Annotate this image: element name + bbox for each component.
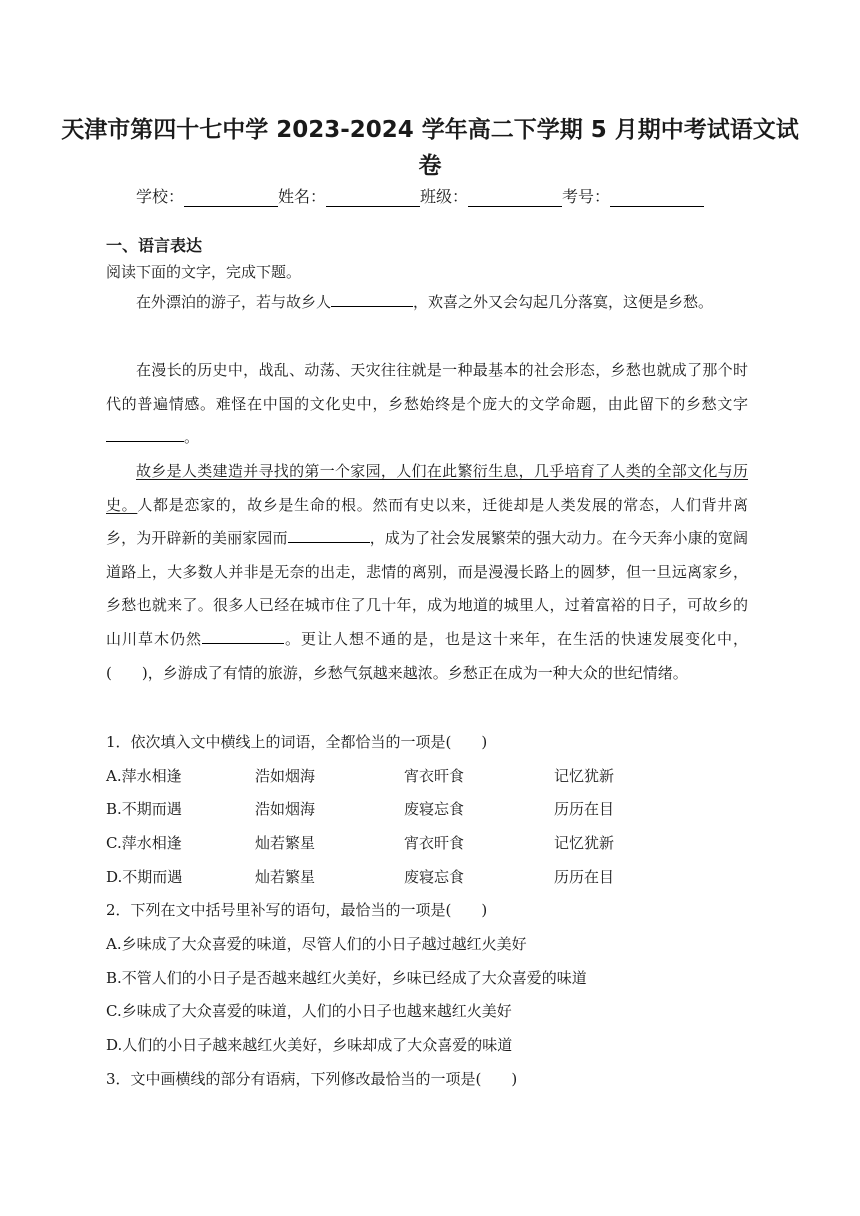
passage-text: 。 [184, 428, 200, 447]
school-blank[interactable] [184, 188, 278, 207]
option-word: A.萍水相逢 [106, 767, 182, 785]
passage-text: 。更让人想不通的是，也是这十来年，在生活的快速发展变化中，( )，乡游成了有情的旅游，乡愁气氛越来越浓。乡愁正在成为一种大众的世纪情绪。 [106, 629, 748, 682]
option-word: 宵衣旰食 [404, 767, 465, 785]
exam-title: 天津市第四十七中学 2023-2024 学年高二下学期 5 月期中考试语文试 [61, 117, 799, 143]
question-2-option-b[interactable]: B.不管人们的小日子是否越来越红火美好，乡味已经成了大众喜爱的味道 [106, 969, 587, 987]
option-word: 废寝忘食 [404, 800, 465, 818]
fill-blank-3 [288, 528, 370, 543]
option-word: D.不期而遇 [106, 868, 183, 886]
question-2-option-a[interactable]: A.乡味成了大众喜爱的味道，尽管人们的小日子越过越红火美好 [106, 935, 527, 953]
number-blank[interactable] [610, 188, 704, 207]
option-word: 浩如烟海 [255, 800, 316, 818]
passage-paragraph-1 [106, 286, 748, 320]
passage-text: 在漫长的历史中，战乱、动荡、天灾往往就是一种最基本的社会形态，乡愁也就成了那个时代的普遍情感。难怪在中国的文化史中，乡愁始终是个庞大的文学命题，由此留下的乡愁文字 [106, 361, 748, 413]
name-blank[interactable] [326, 188, 420, 207]
question-1-stem: 1．依次填入文中横线上的词语，全都恰当的一项是( ) [106, 733, 488, 751]
name-label: 姓名： [278, 187, 327, 206]
section-heading: 一、语言表达 [106, 236, 203, 255]
option-word: C.萍水相逢 [106, 834, 182, 852]
option-word: 废寝忘食 [404, 868, 465, 886]
option-word: 记忆犹新 [554, 767, 615, 785]
passage-text: 人都是恋家的，故乡是生命的根。然而有史以来，迁徙却是人类发展的常态，人们背井离乡，为开辟新的美丽家园而 [106, 495, 748, 548]
class-blank[interactable] [468, 188, 562, 207]
question-3-stem: 3．文中画横线的部分有语病，下列修改最恰当的一项是( ) [106, 1070, 518, 1088]
underlined-sentence: 故乡是人类建造并寻找的第一个家园，人们在此繁衍生息，几乎培育了人类的全部文化与历史。 [106, 462, 748, 514]
school-label: 学校： [136, 187, 185, 206]
fill-blank-1 [331, 292, 413, 307]
reading-instruction: 阅读下面的文字，完成下题。 [106, 263, 302, 281]
number-label: 考号： [562, 187, 611, 206]
option-word: 记忆犹新 [554, 834, 615, 852]
passage-text: 在外漂泊的游子，若与故乡人 [136, 293, 332, 311]
exam-title-continued: 卷 [418, 153, 442, 179]
question-2-stem: 2．下列在文中括号里补写的语句，最恰当的一项是( ) [106, 901, 488, 919]
passage-text: ，成为了社会发展繁荣的强大动力。在今天奔小康的宽阔道路上，大多数人并非是无奈的出走，悲情的离别，而是漫漫长路上的圆梦，但一旦远离家乡，乡愁也就来了。很多人已经在城市住了几十年，成为地道的城里人，过着富裕的日子，可故乡的山川草木仍然 [106, 529, 748, 648]
student-info-fields [136, 184, 776, 207]
option-word: 灿若繁星 [255, 834, 316, 852]
passage-text: ，欢喜之外又会勾起几分落寞，这便是乡愁。 [413, 293, 714, 311]
class-label: 班级： [420, 187, 469, 206]
fill-blank-2 [106, 427, 184, 442]
fill-blank-4 [202, 629, 284, 644]
question-2-option-c[interactable]: C.乡味成了大众喜爱的味道，人们的小日子也越来越红火美好 [106, 1002, 512, 1020]
option-word: 历历在目 [554, 868, 615, 886]
question-2-option-d[interactable]: D.人们的小日子越来越红火美好，乡味却成了大众喜爱的味道 [106, 1036, 513, 1054]
option-word: 浩如烟海 [255, 767, 316, 785]
option-word: 宵衣旰食 [404, 834, 465, 852]
passage-paragraph-2 [106, 354, 748, 455]
option-word: 历历在目 [554, 800, 615, 818]
passage-paragraph-3 [106, 455, 748, 690]
option-word: 灿若繁星 [255, 868, 316, 886]
option-word: B.不期而遇 [106, 800, 182, 818]
